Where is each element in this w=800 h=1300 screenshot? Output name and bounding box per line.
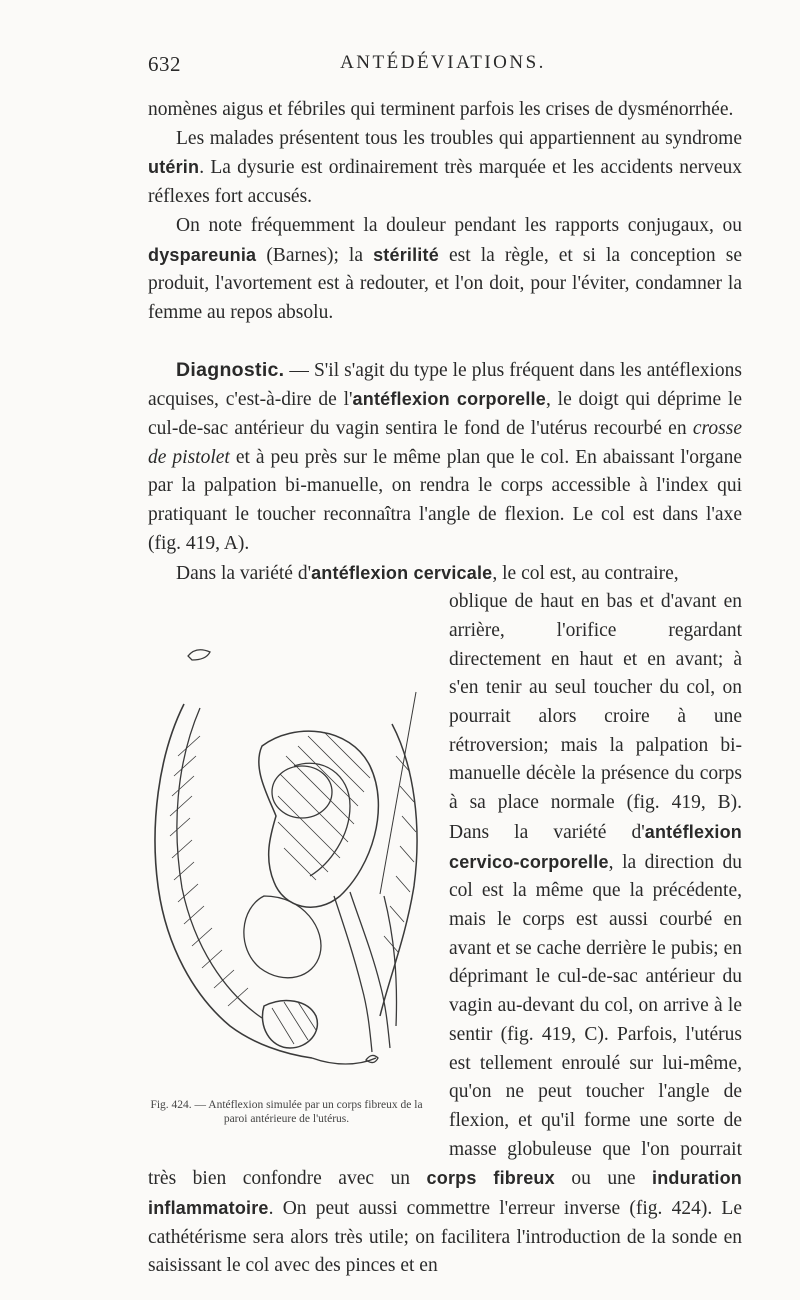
figure-caption: Fig. 424. — Antéflexion simulée par un corps fibreux de la paroi antérieure de l'utérus.	[150, 1099, 423, 1126]
uterus-anatomical-illustration	[144, 596, 429, 1096]
paragraph	[148, 559, 742, 589]
page-header	[148, 52, 738, 76]
bold-term: antéflexion cervicale	[311, 562, 493, 583]
bold-term: induration inflammatoire	[148, 1168, 742, 1219]
italic-term: crosse de pistolet	[148, 418, 742, 468]
text-run: . La dysurie est ordinairement très marquée et les accidents nerveux réflexes fort accusés.	[148, 157, 742, 208]
text-run: Les malades présentent tous les troubles qui appartiennent au syndrome	[176, 127, 742, 149]
diagnostic-paragraph	[148, 356, 742, 559]
running-title: ANTÉDÉVIATIONS.	[340, 52, 546, 73]
text-run: et à peu près sur le même plan que le col. En abaissant l'organe par la palpation bi-manuelle, on rendra le corps accessible à l'index qui pratiquant le toucher reconnaîtra l'angle de flexion. Le col est dans l'axe (fig. 419, A).	[148, 446, 742, 554]
text-run: — S'il s'agit du type le plus fréquent dans les antéflexions acquises, c'est-à-dire de l'	[148, 359, 742, 411]
text-run: , le col est, au contraire,	[492, 562, 679, 584]
text-run: est la règle, et si la conception se produit, l'avortement est à redouter, et l'on doit, pour l'éviter, condamner la femme au repos absolu.	[148, 244, 742, 323]
figure-424	[144, 596, 429, 1136]
text-run: ou une	[554, 1168, 652, 1190]
text-run: , la direction du col est la même que la précédente, mais le corps est aussi courbé en avant et se cache derrière le pubis; en déprimant le cul-de-sac antérieur du vagin au-devant du col, on arrive à le sentir (fig. 419, C). Parfois, l'utérus est tellement enroulé sur lui-même, qu'on ne peut toucher l'angle de flexion, et qu'il forme une sorte de masse globuleuse que l'on pourrait très bien confondre avec un	[148, 851, 742, 1190]
paragraph	[148, 212, 742, 328]
bold-term: dyspareunia	[148, 244, 257, 265]
bold-term: utérin	[148, 157, 200, 178]
text-run: oblique de haut en bas et d'avant en arrière, l'orifice regardant directement en haut et en avant; à s'en tenir au seul toucher du col, on pourrait alors croire à une rétroversion; mais la palpation bi-manuelle décèle la présence du corps à sa place normale (fig. 419, B).	[449, 591, 742, 814]
bold-term: Diagnostic.	[176, 358, 285, 381]
bold-term: stérilité	[373, 244, 439, 265]
text-run: On note fréquemment la douleur pendant les rapports conjugaux, ou	[176, 214, 742, 236]
bold-term: antéflexion corporelle	[352, 389, 546, 410]
paragraph	[148, 125, 742, 212]
text-run: (Barnes); la	[256, 244, 374, 266]
text-run: . On peut aussi commettre l'erreur inverse (fig. 424). Le cathétérisme sera alors très utile; on facilitera l'introduction de la sonde en saisissant le col avec des pinces et en	[148, 1198, 742, 1277]
text-run: , le doigt qui déprime le cul-de-sac antérieur du vagin sentira le fond de l'utérus recourbé en	[148, 389, 742, 440]
text-run: Dans la variété d'	[449, 821, 645, 843]
text-run: Dans la variété d'	[176, 562, 312, 584]
text-run: nomènes aigus et fébriles qui terminent parfois les crises de dysménorrhée.	[148, 99, 734, 120]
bold-term: antéflexion cervico-corporelle	[449, 821, 742, 872]
bold-term: corps fibreux	[426, 1168, 555, 1189]
page-number: 632	[148, 52, 181, 76]
paragraph	[148, 96, 742, 125]
body-text	[148, 96, 742, 1281]
